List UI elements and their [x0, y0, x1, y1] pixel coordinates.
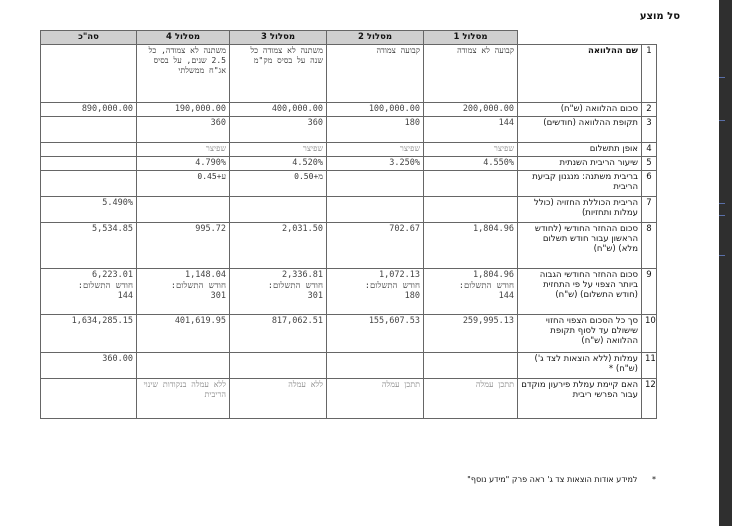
payment-month: 144: [117, 291, 133, 301]
cell-total: [41, 143, 137, 157]
row-index: 9: [642, 269, 657, 315]
cell-track-2: [327, 171, 424, 197]
right-scroll-panel: [719, 0, 732, 526]
row-label: בריבית משתנה: מנגנון קביעת הריבית: [518, 171, 642, 197]
table-row: [41, 103, 657, 117]
cell-track-4: ע+0.45: [137, 171, 230, 197]
table-row: [41, 143, 657, 157]
payment-month-label: חודש התשלום:: [267, 281, 323, 291]
row-label: תקופת ההלוואה (חודשים): [518, 117, 642, 143]
payment-month-label: חודש התשלום:: [364, 281, 420, 291]
panel-marker: [719, 120, 725, 121]
cell-track-3: [230, 269, 327, 315]
header-track-3: מסלול 3: [230, 31, 327, 45]
cell-track-2: 100,000.00: [327, 103, 424, 117]
cell-track-3: משתנה לא צמודה כל שנה על בסיס מק"מ: [230, 45, 327, 103]
row-index: 2: [642, 103, 657, 117]
payment-month: 180: [404, 291, 420, 301]
row-label: סכום ההחזר החודשי הגבוה ביותר הצפוי על פי התחזית (חודש התשלום) (ש"ח): [518, 269, 642, 315]
cell-track-1: קבועה לא צמודה: [424, 45, 518, 103]
row-index: 6: [642, 171, 657, 197]
page-title: סל מוצע: [639, 11, 680, 22]
footnote: [400, 475, 656, 484]
payment-month-label: חודש התשלום:: [77, 281, 133, 291]
cell-total: [41, 157, 137, 171]
cell-track-2: תתכן עמלה: [327, 379, 424, 419]
peak-payment: 1,148.04: [185, 270, 226, 280]
payment-month: 144: [498, 291, 514, 301]
footnote-marker: *: [652, 475, 656, 484]
row-label: הריבית הכוללת החזויה (כולל עמלות ותחזיות): [518, 197, 642, 223]
panel-marker: [719, 255, 725, 256]
peak-payment: 2,336.81: [282, 270, 323, 280]
cell-track-4: שפיצר: [137, 143, 230, 157]
panel-marker: [719, 77, 725, 78]
cell-track-2: 3.250%: [327, 157, 424, 171]
cell-track-3: מ+0.50: [230, 171, 327, 197]
row-label: שם ההלוואה: [518, 45, 642, 103]
cell-track-2: 180: [327, 117, 424, 143]
cell-track-4: 401,619.95: [137, 315, 230, 353]
cell-track-4: ללא עמלה בנקודות שינוי הריבית: [137, 379, 230, 419]
row-label: סכום ההחזר החודשי (לחודש הראשון עבור חודש תשלום מלא) (ש"ח): [518, 223, 642, 269]
table-row: [41, 353, 657, 379]
cell-track-1: 200,000.00: [424, 103, 518, 117]
peak-payment: 1,804.96: [473, 270, 514, 280]
row-index: 1: [642, 45, 657, 103]
cell-track-1: [424, 197, 518, 223]
payment-month: 301: [307, 291, 323, 301]
cell-track-2: 702.67: [327, 223, 424, 269]
cell-track-2: [327, 269, 424, 315]
cell-track-4: [137, 353, 230, 379]
cell-track-4: 995.72: [137, 223, 230, 269]
cell-track-2: [327, 197, 424, 223]
footnote-text: למידע אודות הוצאות צד ג' ראה פרק "מידע נוסף": [467, 475, 638, 484]
cell-track-3: 400,000.00: [230, 103, 327, 117]
cell-total: 360.00: [41, 353, 137, 379]
cell-track-1: 144: [424, 117, 518, 143]
row-index: 7: [642, 197, 657, 223]
row-index: 5: [642, 157, 657, 171]
cell-total: 890,000.00: [41, 103, 137, 117]
header-track-1: מסלול 1: [424, 31, 518, 45]
cell-total: [41, 117, 137, 143]
cell-track-4: [137, 269, 230, 315]
cell-track-1: 4.550%: [424, 157, 518, 171]
cell-total: [41, 171, 137, 197]
table-row: [41, 379, 657, 419]
cell-track-4: 190,000.00: [137, 103, 230, 117]
cell-track-4: 360: [137, 117, 230, 143]
row-label: שיעור הריבית השנתית: [518, 157, 642, 171]
header-total: סה"כ: [41, 31, 137, 45]
table-row: [41, 269, 657, 315]
row-index: 4: [642, 143, 657, 157]
cell-total: 1,634,285.15: [41, 315, 137, 353]
panel-marker: [719, 203, 725, 204]
row-index: 12: [642, 379, 657, 419]
cell-track-3: ללא עמלה: [230, 379, 327, 419]
header-blank: [518, 31, 642, 45]
row-index: 11: [642, 353, 657, 379]
cell-track-1: 259,995.13: [424, 315, 518, 353]
cell-track-2: 155,607.53: [327, 315, 424, 353]
cell-track-4: 4.790%: [137, 157, 230, 171]
peak-payment: 1,072.13: [379, 270, 420, 280]
cell-track-3: 2,031.50: [230, 223, 327, 269]
table-row: [41, 197, 657, 223]
panel-marker: [719, 215, 725, 216]
table-row: [41, 117, 657, 143]
peak-payment: 6,223.01: [92, 270, 133, 280]
cell-track-4: משתנה לא צמודה, כל 2.5 שנים, על בסיס אג"ח ממשלתי: [137, 45, 230, 103]
table-row: [41, 45, 657, 103]
row-index: 8: [642, 223, 657, 269]
table-row: [41, 223, 657, 269]
header-blank-idx: [642, 31, 657, 45]
table-row: [41, 157, 657, 171]
header-track-4: מסלול 4: [137, 31, 230, 45]
cell-track-4: [137, 197, 230, 223]
row-label: אופן תתשלום: [518, 143, 642, 157]
cell-track-1: [424, 269, 518, 315]
cell-track-2: קבועה צמודה: [327, 45, 424, 103]
cell-total: 5.490%: [41, 197, 137, 223]
cell-track-1: תתכן עמלה: [424, 379, 518, 419]
cell-track-1: 1,804.96: [424, 223, 518, 269]
row-index: 10: [642, 315, 657, 353]
row-label: עמלות (ללא הוצאות לצד ג')(ש"ח) *: [518, 353, 642, 379]
table-header-row: [41, 31, 657, 45]
cell-track-1: [424, 171, 518, 197]
cell-total: [41, 45, 137, 103]
cell-track-1: [424, 353, 518, 379]
row-label: האם קיימת עמלת פירעון מוקדם עבור הפרשי ריבית: [518, 379, 642, 419]
cell-total: [41, 379, 137, 419]
payment-month-label: חודש התשלום:: [458, 281, 514, 291]
cell-track-3: [230, 353, 327, 379]
cell-track-2: [327, 353, 424, 379]
cell-track-3: 4.520%: [230, 157, 327, 171]
loan-plans-table: [40, 30, 657, 419]
header-track-2: מסלול 2: [327, 31, 424, 45]
row-label: סכום ההלוואה (ש"ח): [518, 103, 642, 117]
payment-month: 301: [210, 291, 226, 301]
cell-track-3: 817,062.51: [230, 315, 327, 353]
row-index: 3: [642, 117, 657, 143]
payment-month-label: חודש התשלום:: [170, 281, 226, 291]
row-label: סך כל הסכום הצפוי החזוי שישולם עד לסוף תקופת ההלוואה (ש"ח): [518, 315, 642, 353]
table-row: [41, 315, 657, 353]
cell-total: 5,534.85: [41, 223, 137, 269]
cell-track-1: שפיצר: [424, 143, 518, 157]
cell-track-3: [230, 197, 327, 223]
cell-track-3: שפיצר: [230, 143, 327, 157]
cell-track-3: 360: [230, 117, 327, 143]
cell-track-2: שפיצר: [327, 143, 424, 157]
cell-total: [41, 269, 137, 315]
table-row: [41, 171, 657, 197]
